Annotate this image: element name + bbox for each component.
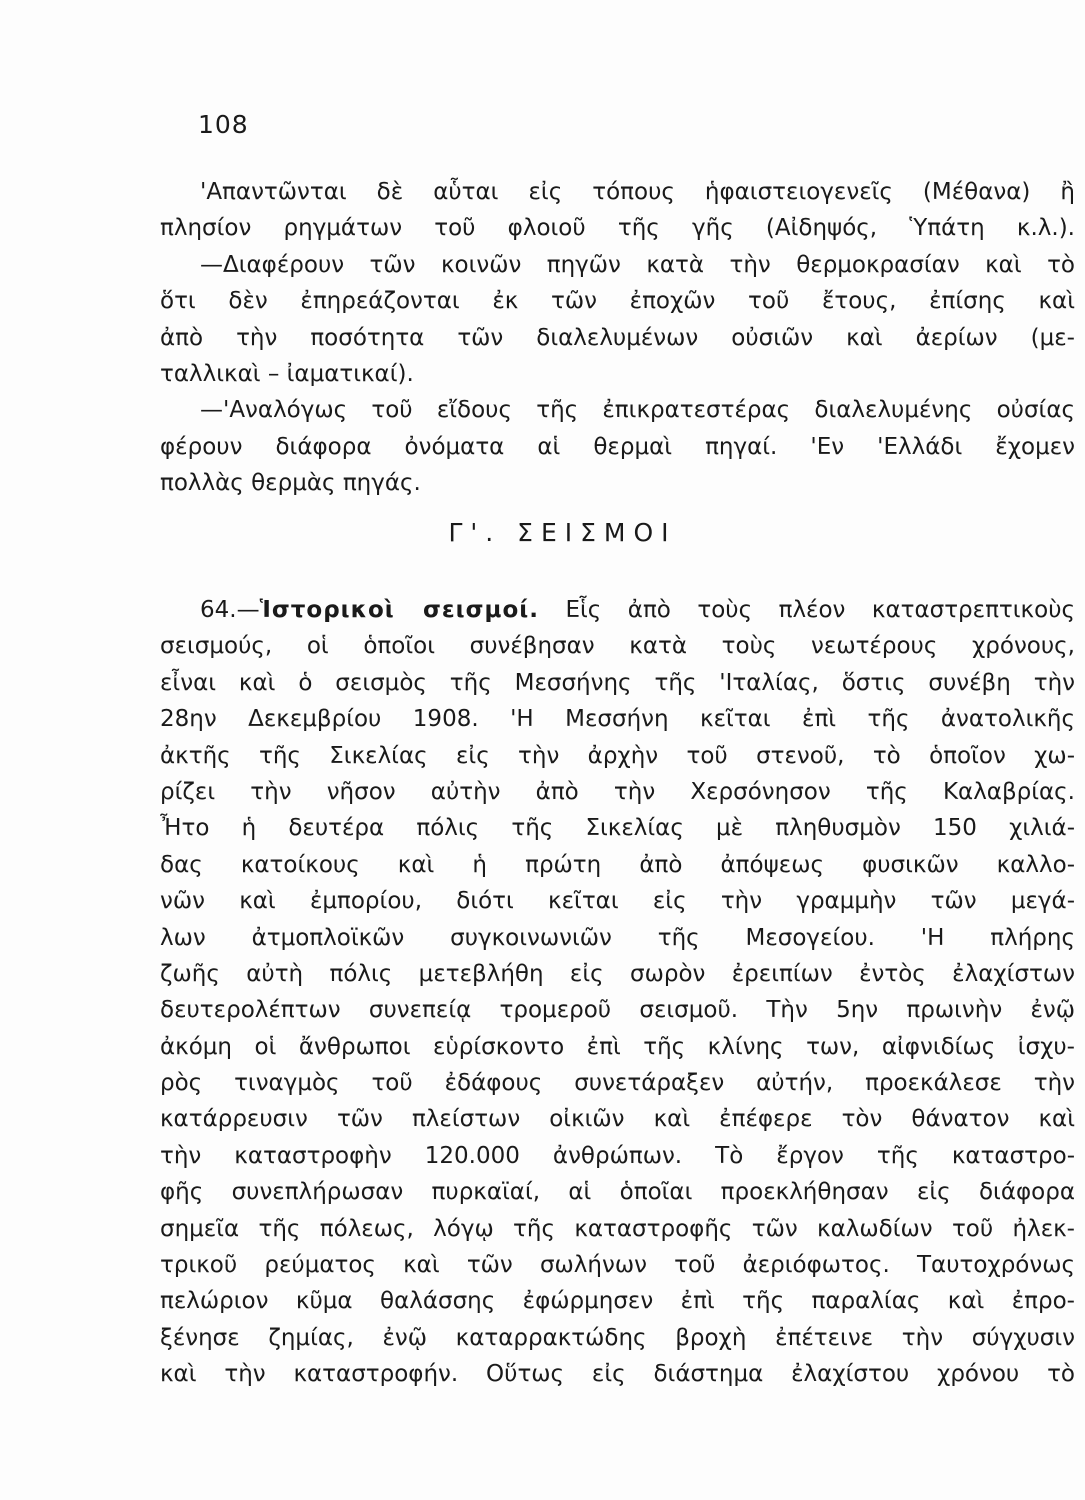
text-line: ἀπὸ τὴν ποσότητα τῶν διαλελυμένων οὐσιῶν καὶ ἀερίων (με- bbox=[160, 324, 1075, 351]
text-line: πελώριον κῦμα θαλάσσης ἐφώρμησεν ἐπὶ τῆς παραλίας καὶ ἐπρο- bbox=[160, 1288, 1075, 1315]
text-line: ρίζει τὴν νῆσον αὐτὴν ἀπὸ τὴν Χερσόνησον τῆς Καλαβρίας. bbox=[160, 778, 1075, 805]
text-line: σεισμούς, οἱ ὁποῖοι συνέβησαν κατὰ τοὺς νεωτέρους χρόνους, bbox=[160, 633, 1075, 660]
page-number: 108 bbox=[198, 110, 249, 139]
paragraph-thermal-springs bbox=[160, 174, 1075, 502]
text-line: πλησίον ρηγμάτων τοῦ φλοιοῦ τῆς γῆς (Αἰδηψός, Ὑπάτη κ.λ.). bbox=[160, 215, 1075, 242]
text-line: πολλὰς θερμὰς πηγάς. bbox=[160, 470, 421, 497]
text-line: κατάρρευσιν τῶν πλείστων οἰκιῶν καὶ ἐπέφερε τὸν θάνατον καὶ bbox=[160, 1106, 1075, 1133]
text-line: λων ἀτμοπλοϊκῶν συγκοινωνιῶν τῆς Μεσογείου. 'Η πλήρης bbox=[160, 924, 1075, 951]
text-line: φέρουν διάφορα ὀνόματα αἱ θερμαὶ πηγαί. 'Εν 'Ελλάδι ἔχομεν bbox=[160, 433, 1075, 460]
text-line: 28ην Δεκεμβρίου 1908. 'Η Μεσσήνη κεῖται ἐπὶ τῆς ἀνατολικῆς bbox=[160, 706, 1075, 733]
text-line: ρὸς τιναγμὸς τοῦ ἐδάφους συνετάραξεν αὐτήν, προεκάλεσε τὴν bbox=[160, 1070, 1075, 1097]
text-line: φῆς συνεπλήρωσαν πυρκαϊαί, αἱ ὁποῖαι προεκλήθησαν εἰς διάφορα bbox=[160, 1179, 1075, 1206]
text-line: σημεῖα τῆς πόλεως, λόγῳ τῆς καταστροφῆς τῶν καλωδίων τοῦ ἠλεκ- bbox=[160, 1215, 1075, 1242]
text-line: Ἦτο ἡ δευτέρα πόλις τῆς Σικελίας μὲ πληθυσμὸν 150 χιλιά- bbox=[160, 815, 1075, 842]
text-line: ἀκόμη οἱ ἄνθρωποι εὑρίσκοντο ἐπὶ τῆς κλίνης των, αἰφνιδίως ἰσχυ- bbox=[160, 1033, 1075, 1060]
text-line: καὶ τὴν καταστροφήν. Οὕτως εἰς διάστημα ἐλαχίστου χρόνου τὸ bbox=[160, 1361, 1075, 1388]
text-line: εἶναι καὶ ὁ σεισμὸς τῆς Μεσσήνης τῆς 'Ιταλίας, ὅστις συνέβη τὴν bbox=[160, 669, 1075, 696]
text-line: δευτερολέπτων συνεπείᾳ τρομεροῦ σεισμοῦ. Τὴν 5ην πρωινὴν ἐνῷ bbox=[160, 997, 1075, 1024]
section-heading: Γ'. ΣΕΙΣΜΟΙ bbox=[448, 518, 677, 547]
paragraph-earthquakes bbox=[160, 592, 1075, 1393]
text-line-lead bbox=[160, 592, 1075, 628]
text-line: ζωῆς αὐτὴ πόλις μετεβλήθη εἰς σωρὸν ἐρειπίων ἐντὸς ἐλαχίστων bbox=[160, 960, 1075, 987]
text-line: ἀκτῆς τῆς Σικελίας εἰς τὴν ἀρχὴν τοῦ στενοῦ, τὸ ὁποῖον χω- bbox=[160, 742, 1075, 769]
text-line: —'Αναλόγως τοῦ εἴδους τῆς ἐπικρατεστέρας διαλελυμένης οὐσίας bbox=[200, 397, 1075, 424]
lead-text: Εἷς ἀπὸ τοὺς πλέον καταστρεπτικοὺς bbox=[538, 597, 1075, 623]
text-line: νῶν καὶ ἐμπορίου, διότι κεῖται εἰς τὴν γραμμὴν τῶν μεγά- bbox=[160, 888, 1075, 915]
text-line: τὴν καταστροφὴν 120.000 ἀνθρώπων. Τὸ ἔργον τῆς καταστρο- bbox=[160, 1142, 1075, 1169]
text-line: ξένησε ζημίας, ἐνῷ καταρρακτώδης βροχὴ ἐπέτεινε τὴν σύγχυσιν bbox=[160, 1324, 1075, 1351]
text-line: 'Απαντῶνται δὲ αὗται εἰς τόπους ἡφαιστειογενεῖς (Μέθανα) ἢ bbox=[200, 179, 1075, 205]
text-line: ταλλικαὶ – ἰαματικαί). bbox=[160, 360, 414, 387]
text-line: ὅτι δὲν ἐπηρεάζονται ἐκ τῶν ἐποχῶν τοῦ ἔτους, ἐπίσης καὶ bbox=[160, 288, 1075, 315]
text-line: δας κατοίκους καὶ ἡ πρώτη ἀπὸ ἀπόψεως φυσικῶν καλλο- bbox=[160, 851, 1075, 878]
paragraph-number: 64.— bbox=[200, 597, 260, 623]
text-line: τρικοῦ ρεύματος καὶ τῶν σωλήνων τοῦ ἀεριόφωτος. Ταυτοχρόνως bbox=[160, 1252, 1075, 1279]
text-line: —Διαφέρουν τῶν κοινῶν πηγῶν κατὰ τὴν θερμοκρασίαν καὶ τὸ bbox=[200, 251, 1075, 278]
paragraph-title: Ἱστορικοὶ σεισμοί. bbox=[259, 597, 539, 623]
